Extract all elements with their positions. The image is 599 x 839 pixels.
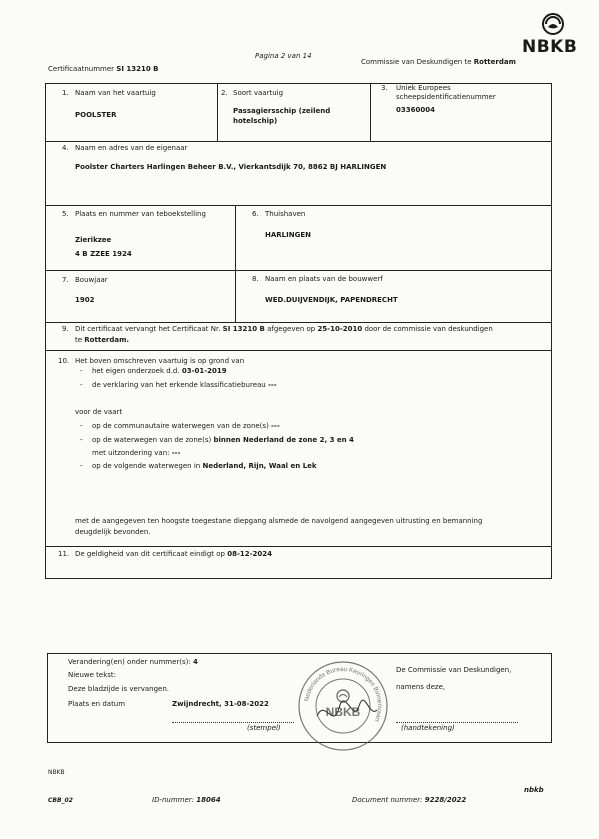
- shipyard: WED.DUIJVENDIJK, PAPENDRECHT: [265, 296, 398, 304]
- col-divider: [235, 206, 236, 322]
- field-3-label-line2: scheepsidentificatienummer: [396, 93, 496, 101]
- commission-sign-line1: De Commissie van Deskundigen,: [396, 666, 512, 674]
- field-9-number: 9.: [62, 325, 69, 333]
- id-number-line: [152, 796, 221, 804]
- signature-scribble: [295, 658, 391, 754]
- nbkb-logo-text: NBKB: [522, 37, 578, 57]
- exception-text: met uitzondering van:: [92, 449, 170, 457]
- doc-label: Document nummer:: [352, 796, 423, 804]
- registration-number: 4 B ZZEE 1924: [75, 250, 132, 258]
- bullet-dash: -: [80, 462, 83, 470]
- field-9-city: Rotterdam.: [84, 336, 130, 344]
- row-divider: [45, 350, 551, 351]
- doc-value: 9228/2022: [424, 796, 467, 804]
- field-1-label: Naam van het vaartuig: [75, 89, 156, 97]
- field-2-number: 2.: [221, 89, 228, 97]
- replaced-cert-date: 25-10-2010: [317, 325, 363, 333]
- commission-sign-line2: namens deze,: [396, 683, 446, 691]
- bullet-dash: -: [80, 367, 83, 375]
- col-divider: [370, 84, 371, 141]
- classification-line: [92, 381, 277, 389]
- cert-prefix: Certificaatnummer: [48, 65, 115, 73]
- inspection-date: 03-01-2019: [181, 367, 227, 375]
- field-3-number: 3.: [381, 84, 388, 92]
- document-number-line: [352, 796, 466, 804]
- cert-number: SI 13210 B: [116, 65, 159, 73]
- signature-line: [396, 722, 518, 723]
- specific-waterways-text: op de volgende waterwegen in: [92, 462, 201, 470]
- changes-number: 4: [193, 658, 198, 666]
- stamp-label: (stempel): [247, 724, 281, 732]
- field-9-text: Dit certificaat vervangt het Certificaat Nr.: [75, 325, 221, 333]
- official-stamp: [295, 658, 391, 754]
- validity-text: De geldigheid van dit certificaat eindigt op: [75, 550, 226, 558]
- stamp-line: [172, 722, 294, 723]
- certificate-number-line: [48, 65, 159, 73]
- field-9-te: te: [75, 336, 83, 344]
- field-9-line1: [75, 325, 493, 333]
- place-date-label: Plaats en datum: [68, 700, 126, 708]
- replaced-cert-number: SI 13210 B: [222, 325, 265, 333]
- classification-value: ---: [267, 381, 277, 389]
- validity-date: 08-12-2024: [227, 550, 273, 558]
- stamp-logo-text: NBKB: [325, 705, 361, 719]
- voor-de-vaart: voor de vaart: [75, 408, 123, 416]
- eni-number: 03360004: [396, 106, 435, 114]
- footer-small-logo: NBKB: [48, 769, 65, 776]
- owner-name-address: Poolster Charters Harlingen Beheer B.V., Vierkantsdijk 70, 8862 BJ HARLINGEN: [75, 163, 387, 171]
- new-text-label: Nieuwe tekst:: [68, 671, 117, 679]
- field-8-label: Naam en plaats van de bouwwerf: [265, 275, 383, 283]
- validity-line: [75, 550, 272, 558]
- commission-prefix: Commissie van Deskundigen te: [361, 58, 472, 66]
- commission-header: [361, 58, 516, 66]
- community-waterways-text: op de communautaire waterwegen van de zone(s): [92, 422, 269, 430]
- changes-line: [68, 658, 198, 666]
- row-divider: [45, 141, 551, 142]
- vessel-name: POOLSTER: [75, 111, 117, 119]
- field-10-intro: Het boven omschreven vaartuig is op grond van: [75, 357, 245, 365]
- closing-line-2: deugdelijk bevonden.: [75, 528, 151, 536]
- signature-label: (handtekening): [401, 724, 455, 732]
- id-label: ID-nummer:: [152, 796, 195, 804]
- col-divider: [217, 84, 218, 141]
- field-1-number: 1.: [62, 89, 69, 97]
- specific-waterways-line: [92, 462, 317, 470]
- row-divider: [45, 322, 551, 323]
- registration-place: Zierikzee: [75, 236, 112, 244]
- zone-waterways-text: op de waterwegen van de zone(s): [92, 436, 212, 444]
- page-replaced-label: Deze bladzijde is vervangen.: [68, 685, 169, 693]
- specific-waterways-value: Nederland, Rijn, Waal en Lek: [202, 462, 317, 470]
- field-11-number: 11.: [58, 550, 70, 558]
- field-9-commission: door de commissie van deskundigen: [364, 325, 493, 333]
- community-waterways-value: ---: [271, 422, 280, 430]
- field-7-number: 7.: [62, 276, 69, 284]
- row-divider: [45, 205, 551, 206]
- exception-line: [92, 449, 180, 457]
- vessel-type-line2: hotelschip): [233, 117, 278, 125]
- field-6-number: 6.: [252, 210, 259, 218]
- commission-city: Rotterdam: [473, 58, 516, 66]
- id-value: 18064: [196, 796, 221, 804]
- inspection-text: het eigen onderzoek d.d.: [92, 367, 180, 375]
- classification-text: de verklaring van het erkende klassificatiebureau: [92, 381, 266, 389]
- field-5-label: Plaats en nummer van teboekstelling: [75, 210, 206, 218]
- row-divider: [45, 270, 551, 271]
- field-6-label: Thuishaven: [265, 210, 306, 218]
- stamp-ring-text: Nederlands Bureau Keuringen Binnenvaart: [303, 665, 384, 723]
- home-port: HARLINGEN: [265, 231, 311, 239]
- footer-nbkb: nbkb: [524, 786, 544, 794]
- field-10-number: 10.: [58, 357, 70, 365]
- bullet-dash: -: [80, 381, 83, 389]
- zone-waterways-line: [92, 436, 354, 444]
- build-year: 1902: [75, 296, 95, 304]
- page-indicator: Pagina 2 van 14: [255, 52, 312, 60]
- field-8-number: 8.: [252, 275, 259, 283]
- changes-label: Verandering(en) onder nummer(s):: [68, 658, 191, 666]
- vessel-type-line1: Passagiersschip (zeilend: [233, 107, 331, 115]
- nbkb-logo: [522, 11, 584, 59]
- field-9-issued-on: afgegeven op: [267, 325, 316, 333]
- inspection-line: [92, 367, 227, 375]
- field-9-line2: [75, 336, 129, 344]
- closing-line-1: met de aangegeven ten hoogste toegestane diepgang alsmede de navolgend aangegeven uitrusting en bemanning: [75, 517, 483, 525]
- field-7-label: Bouwjaar: [75, 276, 108, 284]
- field-2-label: Soort vaartuig: [233, 89, 284, 97]
- bullet-dash: -: [80, 422, 83, 430]
- field-3-label-line1: Uniek Europees: [396, 84, 451, 92]
- bullet-dash: -: [80, 436, 83, 444]
- form-code: CBB_02: [48, 797, 73, 804]
- field-5-number: 5.: [62, 210, 69, 218]
- place-date-value: Zwijndrecht, 31-08-2022: [172, 700, 269, 708]
- community-waterways-line: [92, 422, 280, 430]
- zone-waterways-value: binnen Nederland de zone 2, 3 en 4: [213, 436, 354, 444]
- field-4-number: 4.: [62, 144, 69, 152]
- exception-value: ---: [171, 449, 181, 457]
- field-4-label: Naam en adres van de eigenaar: [75, 144, 188, 152]
- row-divider: [45, 546, 551, 547]
